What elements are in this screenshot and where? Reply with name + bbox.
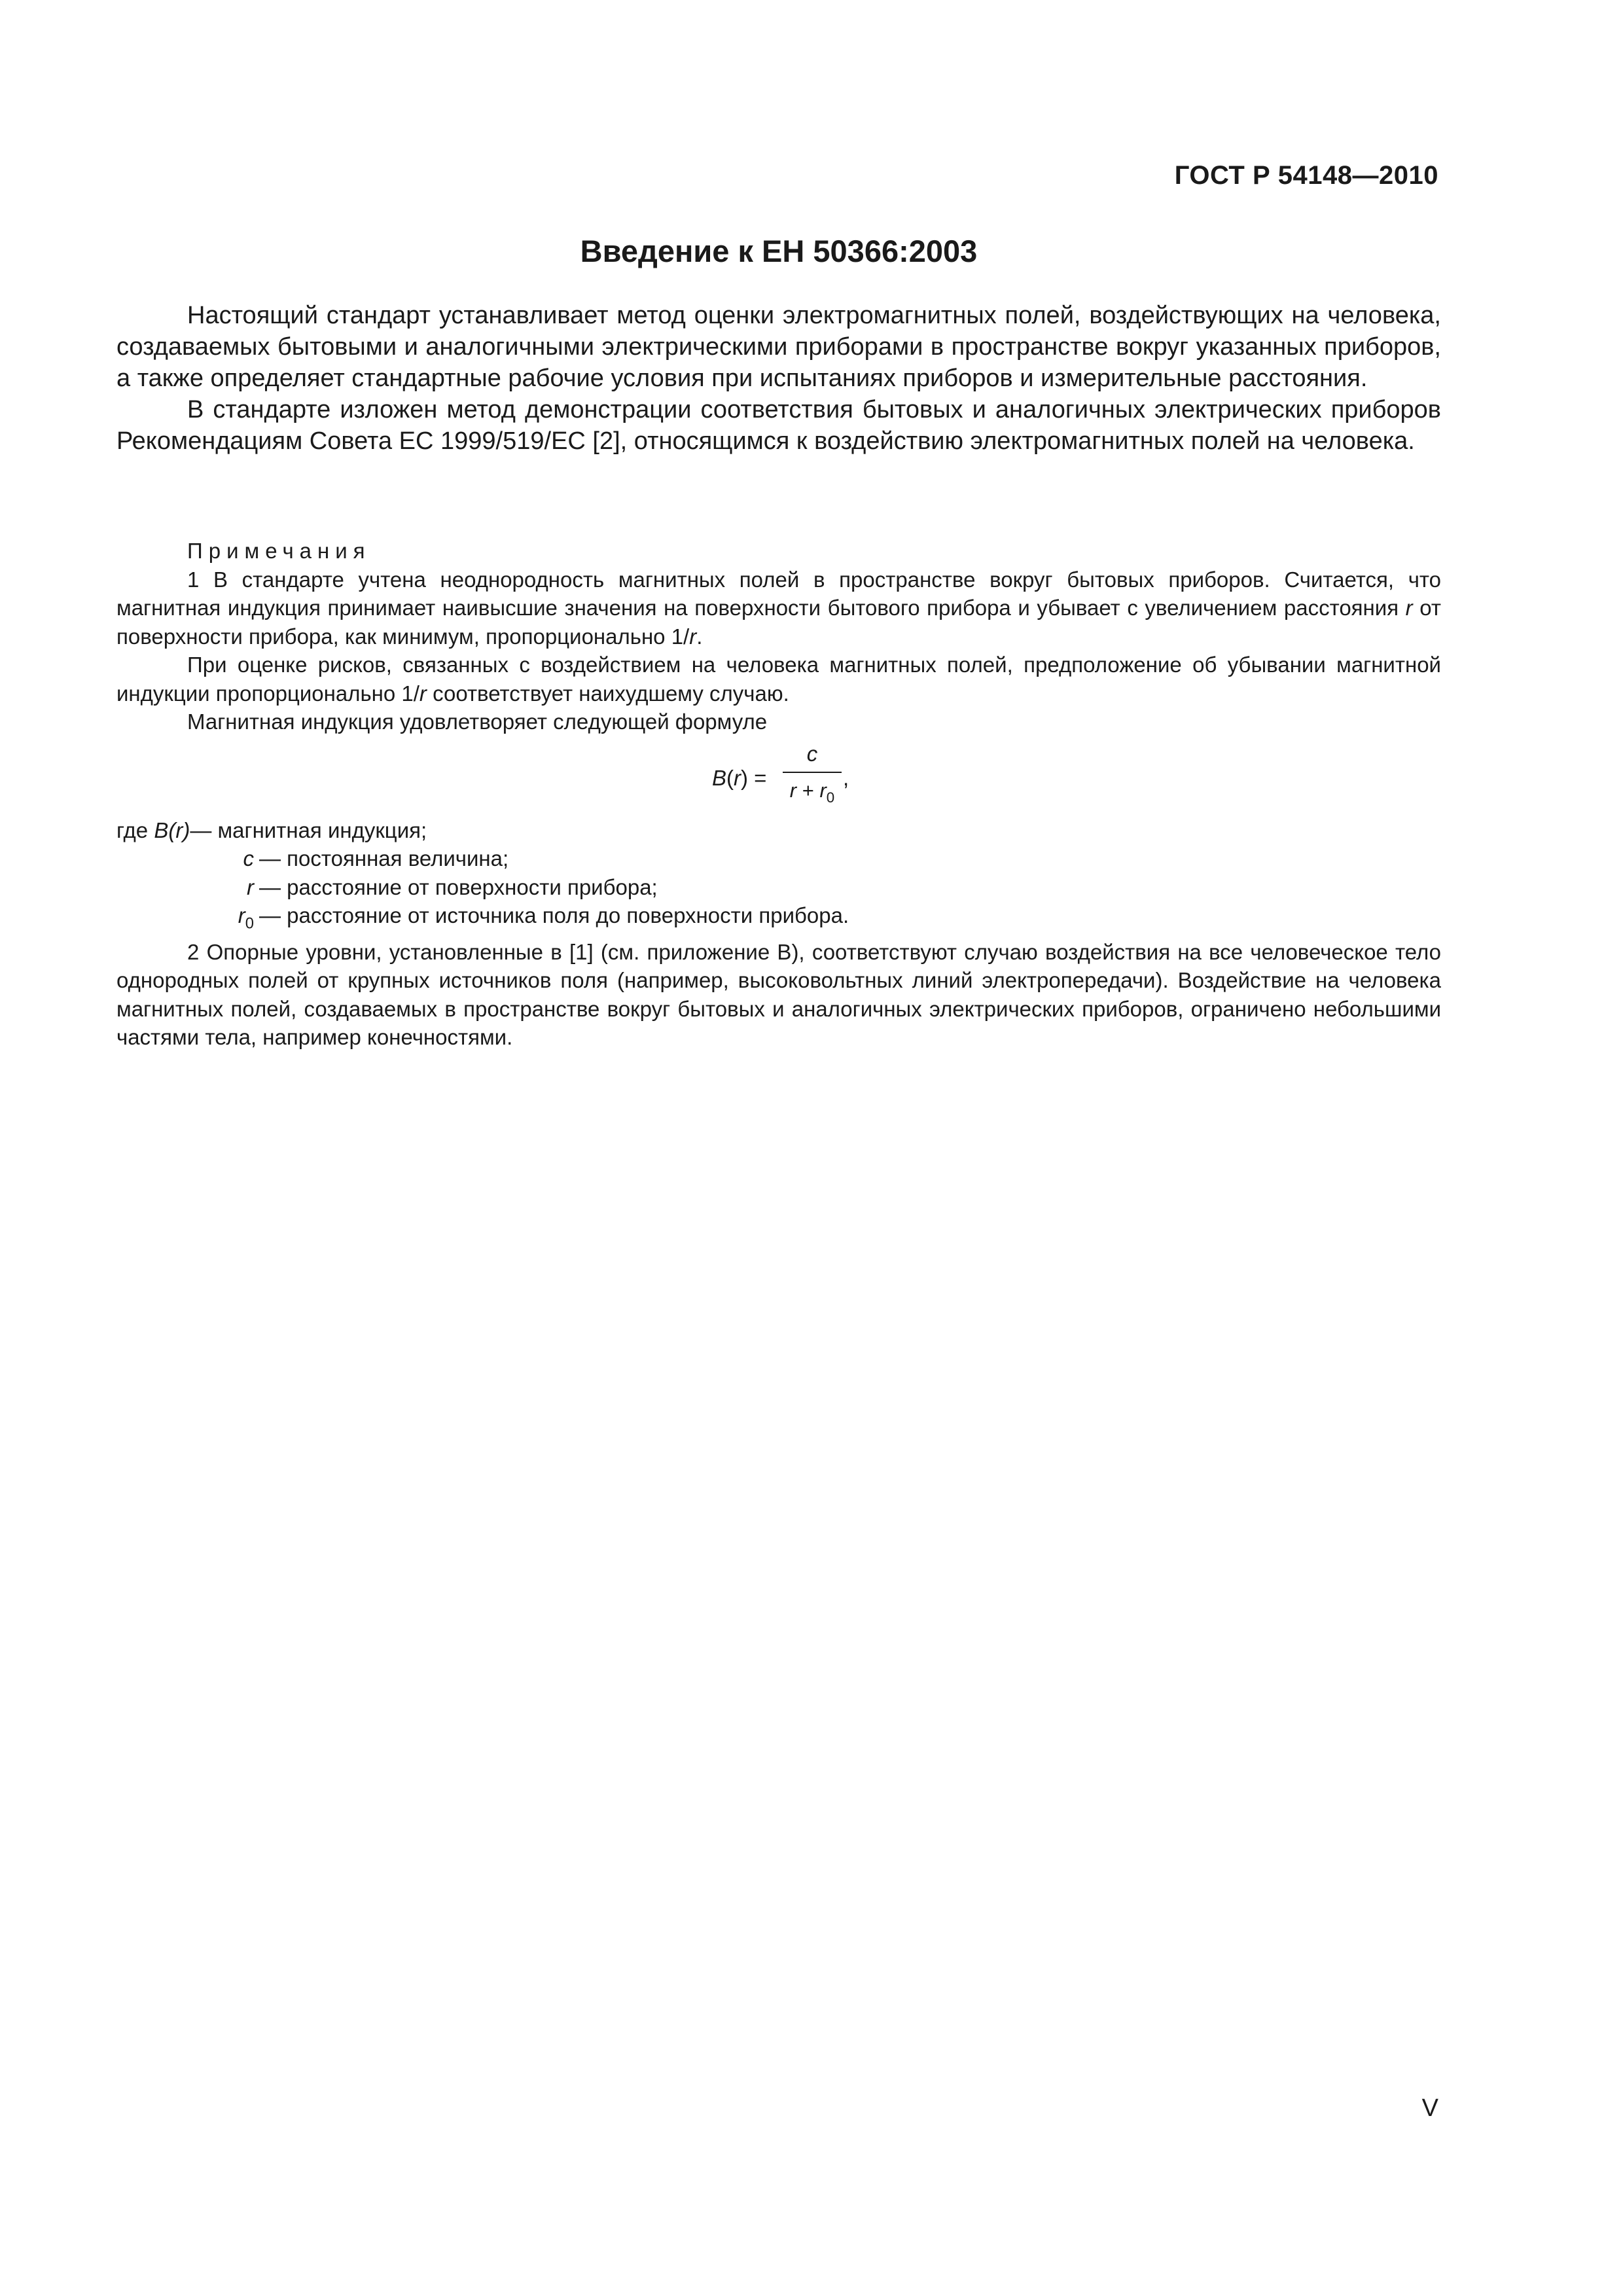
formula-paren-open: ( xyxy=(726,765,734,790)
note-1-p2-var-r: r xyxy=(419,681,427,706)
legend-row-b xyxy=(116,816,1441,845)
note-1-var-r: r xyxy=(1405,596,1413,620)
note-1-p2-text-a: При оценке рисков, связанных с воздействием на человека магнитных полей, предположение об убывании магнитной индукции пропорционально 1/ xyxy=(116,653,1441,706)
formula-fraction-bar xyxy=(783,772,842,773)
legend-symbol-c: c xyxy=(243,846,254,870)
legend-symbol-r0: r xyxy=(238,903,245,927)
formula-den-r0: r xyxy=(819,778,827,802)
formula-lhs xyxy=(712,764,766,793)
formula-comma: , xyxy=(843,765,849,790)
formula-denominator xyxy=(783,777,842,804)
induction-formula xyxy=(116,740,1441,812)
formula-legend xyxy=(116,816,1441,938)
formula-fraction xyxy=(783,740,842,804)
page-number: V xyxy=(1421,2094,1438,2122)
note-1-var-r2: r xyxy=(689,624,697,649)
formula-den-plus: + xyxy=(796,778,820,802)
note-2: 2 Опорные уровни, установленные в [1] (см. приложение В), соответствуют случаю воздействия на все человеческое тело однородных полей от крупных источников поля (например, высоковольтных линий электропередачи). Воздействие на человека магнитных полей, создаваемых в пространстве вокруг бытовых и аналогичных электрических приборов, ограничено небольшими частями тела, например конечностями. xyxy=(116,939,1441,1050)
paragraph-1: Настоящий стандарт устанавливает метод оценки электромагнитных полей, воздействующих на человека, создаваемых бытовыми и аналогичными электрическими приборами в пространстве вокруг указанных приборов, а также определяет стандартные рабочие условия при испытаниях приборов и измерительные расстояния. xyxy=(116,302,1441,392)
intro-body xyxy=(116,300,1441,457)
legend-row-c xyxy=(116,844,1441,873)
legend-text-r: — расстояние от поверхности прибора; xyxy=(259,874,658,899)
notes-section xyxy=(116,537,1441,1052)
legend-row-r0 xyxy=(116,901,1441,938)
legend-symbol-r: r xyxy=(247,874,254,899)
note-1-text-a: 1 В стандарте учтена неоднородность магнитных полей в пространстве вокруг бытовых приборов. Считается, что магнитная индукция принимает наивысшие значения на поверхности бытового прибора и убывает с увеличением расстояния xyxy=(116,567,1441,620)
legend-text-r0: — расстояние от источника поля до поверхности прибора. xyxy=(259,903,849,927)
note-1-text-c: . xyxy=(696,624,703,649)
legend-row-r xyxy=(116,873,1441,902)
legend-text-b: — магнитная индукция; xyxy=(190,817,427,842)
paragraph-2: В стандарте изложен метод демонстрации соответствия бытовых и аналогичных электрических приборов Рекомендациям Совета ЕС 1999/519/ЕС [2], относящимся к воздействию электромагнитных полей на человека. xyxy=(116,396,1441,455)
legend-symbol-r0-sub: 0 xyxy=(245,914,254,933)
note-1-paragraph-3: Магнитная индукция удовлетворяет следующей формуле xyxy=(187,709,768,734)
formula-den-sub: 0 xyxy=(826,789,835,806)
formula-func-b: B xyxy=(712,765,727,790)
formula-paren-close: ) xyxy=(741,765,749,790)
formula-den-r: r xyxy=(789,778,797,802)
notes-heading: Примечания xyxy=(187,539,371,563)
note-1-p2-text-b: соответствует наихудшему случаю. xyxy=(426,681,789,706)
note-1-text-b: от поверхности прибора, как минимум, пропорционально 1/ xyxy=(116,596,1441,649)
legend-intro: где xyxy=(116,817,149,842)
note-1 xyxy=(116,565,1441,651)
section-title: Введение к ЕН 50366:2003 xyxy=(580,234,978,268)
note-1-paragraph-2 xyxy=(116,651,1441,708)
legend-text-c: — постоянная величина; xyxy=(259,846,509,870)
standard-code-header: ГОСТ Р 54148—2010 xyxy=(1174,161,1438,190)
formula-arg-r: r xyxy=(734,765,741,790)
legend-symbol-b: B(r) xyxy=(154,817,190,842)
formula-numerator: c xyxy=(806,741,818,766)
formula-equals: = xyxy=(748,765,767,790)
